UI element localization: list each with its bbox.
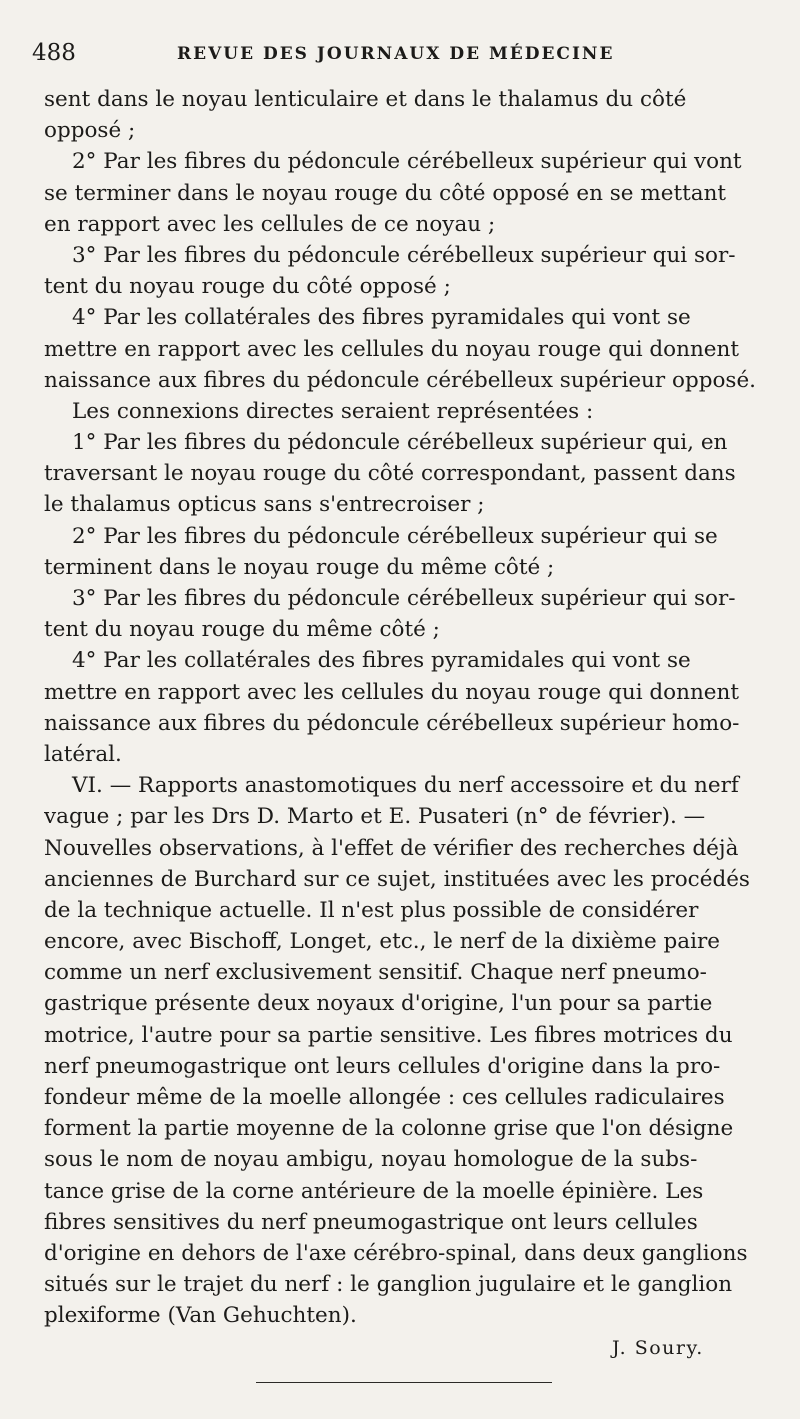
- text-line: motrice, l'autre pour sa partie sensitive. Les fibres motrices du: [44, 1022, 733, 1048]
- text-line: VI. — Rapports anastomotiques du nerf accessoire et du nerf: [72, 773, 739, 799]
- text-line: comme un nerf exclusivement sensitif. Chaque nerf pneumo-: [44, 960, 707, 986]
- text-line: sous le nom de noyau ambigu, noyau homologue de la subs-: [44, 1147, 698, 1173]
- running-title: REVUE DES JOURNAUX DE MÉDECINE: [177, 44, 615, 64]
- text-line: d'origine en dehors de l'axe cérébro-spinal, dans deux ganglions: [44, 1240, 748, 1266]
- text-line: 4° Par les collatérales des fibres pyramidales qui vont se: [72, 305, 691, 331]
- text-line: le thalamus opticus sans s'entrecroiser ;: [44, 492, 485, 518]
- page-number: 488: [32, 40, 76, 66]
- text-line: anciennes de Burchard sur ce sujet, instituées avec les procédés: [44, 866, 750, 892]
- text-line: tent du noyau rouge du même côté ;: [44, 617, 440, 643]
- text-line: forment la partie moyenne de la colonne grise que l'on désigne: [44, 1116, 734, 1142]
- text-line: tance grise de la corne antérieure de la moelle épinière. Les: [44, 1178, 704, 1204]
- author-signature: J. Soury.: [612, 1337, 704, 1359]
- text-line: situés sur le trajet du nerf : le ganglion jugulaire et le ganglion: [44, 1272, 733, 1298]
- text-line: 2° Par les fibres du pédoncule cérébelleux supérieur qui vont: [72, 149, 742, 175]
- text-line: fibres sensitives du nerf pneumogastrique ont leurs cellules: [44, 1209, 698, 1235]
- text-line: Les connexions directes seraient représentées :: [72, 398, 594, 424]
- text-line: latéral.: [44, 741, 122, 767]
- text-line: mettre en rapport avec les cellules du noyau rouge qui donnent: [44, 336, 740, 362]
- text-line: Nouvelles observations, à l'effet de vérifier des recherches déjà: [44, 835, 739, 861]
- text-line: plexiforme (Van Gehuchten).: [44, 1303, 357, 1329]
- text-line: encore, avec Bischoff, Longet, etc., le nerf de la dixième paire: [44, 929, 720, 955]
- body-text: [44, 84, 760, 1332]
- text-line: traversant le noyau rouge du côté correspondant, passent dans: [44, 461, 736, 487]
- text-line: tent du noyau rouge du côté opposé ;: [44, 274, 451, 300]
- text-line: opposé ;: [44, 118, 136, 144]
- text-line: vague ; par les Drs D. Marto et E. Pusateri (n° de février). —: [44, 804, 706, 830]
- page-header: [32, 40, 740, 74]
- text-line: 2° Par les fibres du pédoncule cérébelleux supérieur qui se: [72, 523, 718, 549]
- text-line: 1° Par les fibres du pédoncule cérébelleux supérieur qui, en: [72, 430, 728, 456]
- text-line: se terminer dans le noyau rouge du côté opposé en se mettant: [44, 180, 727, 206]
- text-line: 4° Par les collatérales des fibres pyramidales qui vont se: [72, 648, 691, 674]
- text-line: mettre en rapport avec les cellules du noyau rouge qui donnent: [44, 679, 740, 705]
- text-line: de la technique actuelle. Il n'est plus possible de considérer: [44, 897, 699, 923]
- text-line: 3° Par les fibres du pédoncule cérébelleux supérieur qui sor-: [72, 242, 736, 268]
- text-line: naissance aux fibres du pédoncule cérébelleux supérieur opposé.: [44, 367, 757, 393]
- text-line: naissance aux fibres du pédoncule cérébelleux supérieur homo-: [44, 710, 740, 736]
- text-line: 3° Par les fibres du pédoncule cérébelleux supérieur qui sor-: [72, 586, 736, 611]
- text-line: gastrique présente deux noyaux d'origine, l'un pour sa partie: [44, 991, 713, 1017]
- text-line: en rapport avec les cellules de ce noyau ;: [44, 211, 496, 237]
- text-line: terminent dans le noyau rouge du même côté ;: [44, 554, 555, 580]
- end-rule: [256, 1382, 552, 1383]
- text-line: sent dans le noyau lenticulaire et dans le thalamus du côté: [44, 87, 687, 112]
- text-line: nerf pneumogastrique ont leurs cellules d'origine dans la pro-: [44, 1053, 721, 1079]
- text-line: fondeur même de la moelle allongée : ces cellules radiculaires: [44, 1085, 725, 1110]
